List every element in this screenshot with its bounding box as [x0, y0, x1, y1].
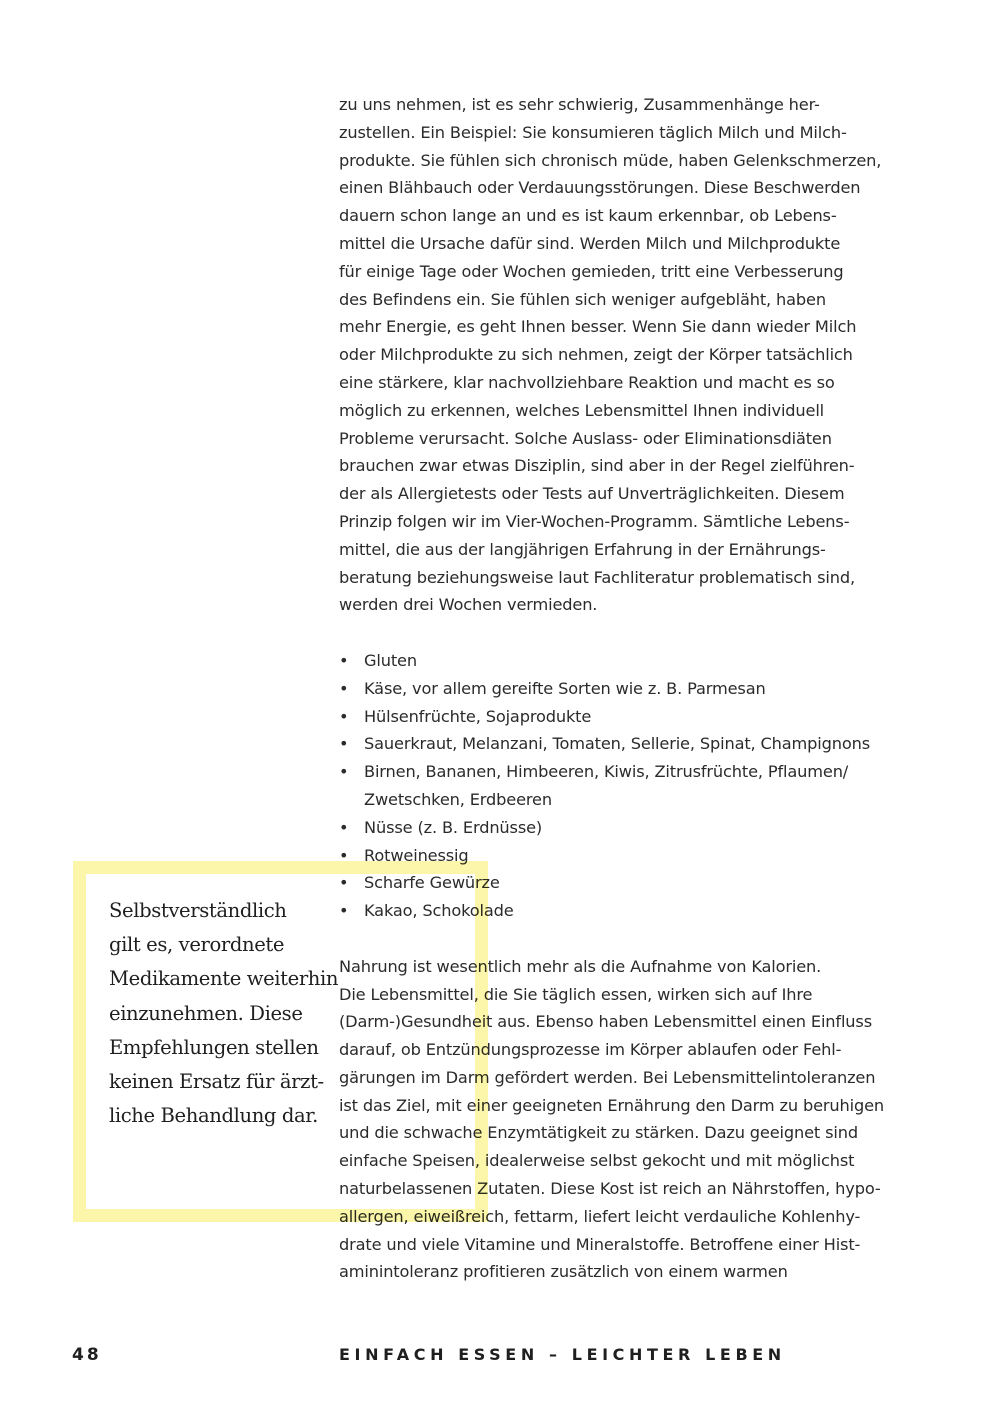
text-line: Nahrung ist wesentlich mehr als die Aufnahme von Kalorien.: [339, 956, 822, 976]
text-line: oder Milchprodukte zu sich nehmen, zeigt der Körper tatsächlich: [339, 345, 853, 365]
list-item: [339, 647, 884, 675]
bullet-icon: •: [339, 873, 349, 893]
bullet-icon: •: [339, 901, 349, 921]
paragraph-spacer: [339, 925, 884, 953]
text-line: mittel, die aus der langjährigen Erfahrung in der Ernährungs-: [339, 539, 826, 559]
text-line: naturbelassenen Zutaten. Diese Kost ist reich an Nährstoffen, hypo-: [339, 1179, 881, 1199]
text-line: drate und viele Vitamine und Mineralstoffe. Betroffene einer Hist-: [339, 1234, 861, 1254]
list-item: [339, 814, 884, 842]
sidebar-line: einzunehmen. Diese: [109, 1001, 303, 1025]
text-line: allergen, eiweißreich, fettarm, liefert leicht verdauliche Kohlenhy-: [339, 1206, 861, 1226]
text-line: möglich zu erkennen, welches Lebensmittel Ihnen individuell: [339, 400, 825, 420]
paragraph-spacer: [339, 619, 884, 647]
text-line: einfache Speisen, idealerweise selbst gekocht und mit möglichst: [339, 1151, 855, 1171]
sidebar-line: Medikamente weiterhin: [109, 967, 339, 991]
bullet-icon: •: [339, 678, 349, 698]
list-item-text: Rotweinessig: [364, 845, 469, 865]
list-item-text: Zwetschken, Erdbeeren: [364, 789, 552, 809]
text-line: gärungen im Darm gefördert werden. Bei Lebensmittelintoleranzen: [339, 1067, 876, 1087]
list-item-text: Käse, vor allem gereifte Sorten wie z. B. Parmesan: [364, 678, 766, 698]
sidebar-note: [109, 894, 339, 1133]
text-line: dauern schon lange an und es ist kaum erkennbar, ob Lebens-: [339, 206, 837, 226]
bullet-icon: •: [339, 817, 349, 837]
list-item: [339, 842, 884, 870]
text-line: beratung beziehungsweise laut Fachliteratur problematisch sind,: [339, 567, 856, 587]
list-item-text: Scharfe Gewürze: [364, 873, 500, 893]
text-line: (Darm-)Gesundheit aus. Ebenso haben Lebensmittel einen Einfluss: [339, 1012, 872, 1032]
sidebar-line: Selbstverständlich: [109, 899, 287, 922]
text-line: Prinzip folgen wir im Vier-Wochen-Programm. Sämtliche Lebens-: [339, 511, 850, 531]
sidebar-line: Empfehlungen stellen: [109, 1035, 319, 1059]
text-line: aminintoleranz profitieren zusätzlich von einem warmen: [339, 1262, 788, 1282]
list-item: [339, 730, 884, 758]
list-item: [339, 869, 884, 897]
list-item: [339, 703, 884, 731]
text-line: zustellen. Ein Beispiel: Sie konsumieren täglich Milch und Milch-: [339, 122, 847, 142]
list-item-text: Kakao, Schokolade: [364, 901, 514, 921]
paragraph-1: [339, 91, 884, 619]
body-text-column: [339, 91, 884, 1286]
text-line: mittel die Ursache dafür sind. Werden Milch und Milchprodukte: [339, 233, 841, 253]
text-line: ist das Ziel, mit einer geeigneten Ernährung den Darm zu beruhigen: [339, 1095, 885, 1115]
list-item: [339, 897, 884, 925]
text-line: der als Allergietests oder Tests auf Unverträglichkeiten. Diesem: [339, 484, 845, 504]
text-line: einen Blähbauch oder Verdauungsstörungen. Diese Beschwerden: [339, 178, 861, 198]
list-item-continuation: [339, 786, 884, 814]
bullet-icon: •: [339, 650, 349, 670]
text-line: produkte. Sie fühlen sich chronisch müde, haben Gelenkschmerzen,: [339, 150, 882, 170]
list-item-text: Birnen, Bananen, Himbeeren, Kiwis, Zitrusfrüchte, Pflaumen/: [364, 762, 849, 782]
text-line: darauf, ob Entzündungsprozesse im Körper ablaufen oder Fehl-: [339, 1040, 842, 1060]
bullet-icon: •: [339, 845, 349, 865]
text-line: Die Lebensmittel, die Sie täglich essen, wirken sich auf Ihre: [339, 984, 813, 1004]
list-item-text: Nüsse (z. B. Erdnüsse): [364, 817, 543, 837]
text-line: brauchen zwar etwas Disziplin, sind aber in der Regel zielführen-: [339, 456, 855, 476]
sidebar-line: liche Behandlung dar.: [109, 1104, 318, 1128]
bullet-icon: •: [339, 762, 349, 782]
sidebar-line: keinen Ersatz für ärzt-: [109, 1069, 324, 1093]
sidebar-line: gilt es, verordnete: [109, 933, 285, 957]
bullet-icon: •: [339, 734, 349, 754]
list-item: [339, 758, 884, 786]
paragraph-2: [339, 953, 884, 1287]
list-item-text: Gluten: [364, 650, 417, 670]
text-line: werden drei Wochen vermieden.: [339, 595, 598, 615]
list-item: [339, 675, 884, 703]
text-line: mehr Energie, es geht Ihnen besser. Wenn Sie dann wieder Milch: [339, 317, 857, 337]
list-item-text: Sauerkraut, Melanzani, Tomaten, Sellerie, Spinat, Champignons: [364, 734, 871, 754]
text-line: zu uns nehmen, ist es sehr schwierig, Zusammenhänge her-: [339, 95, 820, 114]
page-number: 48: [72, 1345, 102, 1365]
text-line: eine stärkere, klar nachvollziehbare Reaktion und macht es so: [339, 372, 835, 392]
text-line: Probleme verursacht. Solche Auslass- oder Eliminationsdiäten: [339, 428, 832, 448]
text-line: des Befindens ein. Sie fühlen sich weniger aufgebläht, haben: [339, 289, 826, 309]
running-title: EINFACH ESSEN – LEICHTER LEBEN: [339, 1345, 786, 1364]
list-item-text: Hülsenfrüchte, Sojaprodukte: [364, 706, 592, 726]
avoid-foods-list: [339, 647, 884, 925]
text-line: und die schwache Enzymtätigkeit zu stärken. Dazu geeignet sind: [339, 1123, 858, 1143]
text-line: für einige Tage oder Wochen gemieden, tritt eine Verbesserung: [339, 261, 844, 281]
bullet-icon: •: [339, 706, 349, 726]
